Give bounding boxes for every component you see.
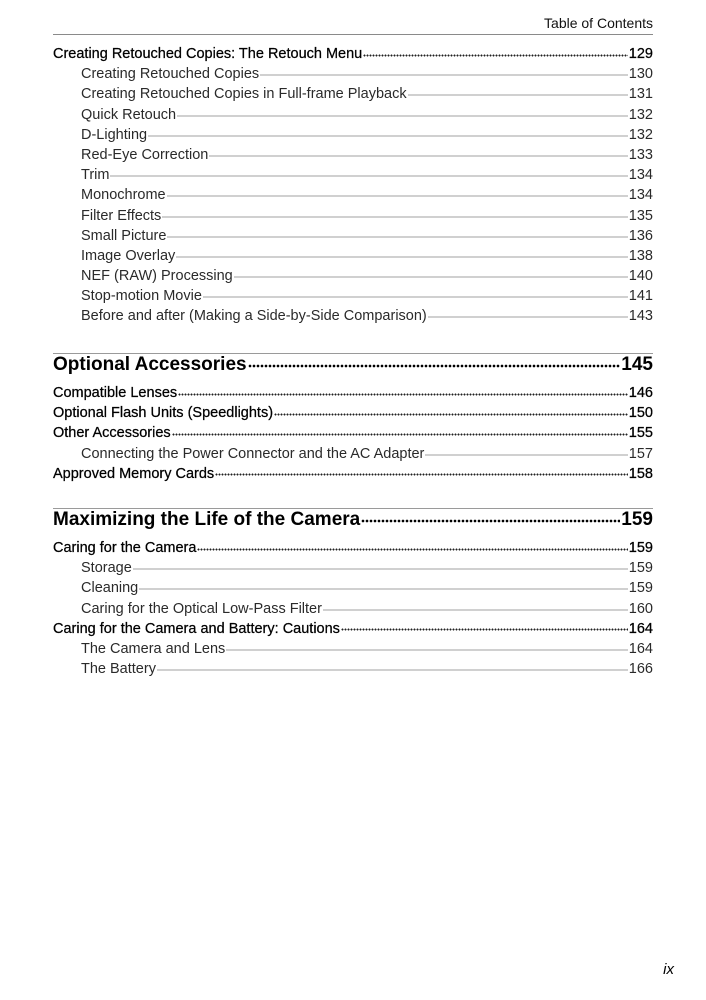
toc-section-entry[interactable] <box>53 405 653 425</box>
toc-subsection-entry[interactable] <box>53 288 653 308</box>
dot-leader <box>428 314 628 320</box>
toc-entry-title: Caring for the Optical Low-Pass Filter <box>81 600 322 617</box>
dot-leader <box>178 391 628 397</box>
dot-leader <box>425 452 627 458</box>
toc-subsection-entry[interactable] <box>53 560 653 580</box>
toc-entry-title: Trim <box>81 167 110 184</box>
toc-entry-title: The Camera and Lens <box>81 640 226 657</box>
toc-entry-page-number: 140 <box>628 268 653 285</box>
dot-leader <box>363 52 628 58</box>
dot-leader <box>167 234 627 240</box>
toc-subsection-entry[interactable] <box>53 641 653 661</box>
toc-entry-title: Storage <box>81 560 132 577</box>
toc-entry-title: Optional Accessories <box>53 354 247 375</box>
toc-entry-page-number: 159 <box>621 509 653 530</box>
toc-entry-page-number: 132 <box>628 126 653 143</box>
dot-leader <box>148 133 628 139</box>
toc-subsection-entry[interactable] <box>53 107 653 127</box>
toc-entry-title: Red-Eye Correction <box>81 146 209 163</box>
toc-entry-title: Quick Retouch <box>81 106 177 123</box>
dot-leader <box>176 254 628 260</box>
toc-entry-title: Small Picture <box>81 227 167 244</box>
dot-leader <box>248 362 621 370</box>
toc-subsection-entry[interactable] <box>53 228 653 248</box>
toc-subsection-entry[interactable] <box>53 167 653 187</box>
toc-subsection-entry[interactable] <box>53 127 653 147</box>
toc-subsection-entry[interactable] <box>53 580 653 600</box>
toc-chapter-entry[interactable] <box>53 354 653 385</box>
toc-section-entry[interactable] <box>53 621 653 641</box>
toc-entry-page-number: 135 <box>628 207 653 224</box>
toc-section-optional-accessories <box>53 353 653 486</box>
toc-entry-title: Approved Memory Cards <box>53 465 215 482</box>
toc-subsection-entry[interactable] <box>53 86 653 106</box>
toc-entry-page-number: 134 <box>628 167 653 184</box>
toc-subsection-entry[interactable] <box>53 601 653 621</box>
dot-leader <box>172 431 628 437</box>
header-title: Table of Contents <box>544 15 653 31</box>
toc-entry-title: Before and after (Making a Side-by-Side Comparison) <box>81 308 427 325</box>
dot-leader <box>209 153 627 159</box>
toc-entry-page-number: 130 <box>628 66 653 83</box>
dot-leader <box>203 294 628 300</box>
toc-entry-page-number: 129 <box>628 46 653 62</box>
toc-section-entry[interactable] <box>53 425 653 445</box>
dot-leader <box>110 173 627 179</box>
toc-entry-page-number: 138 <box>628 247 653 264</box>
toc-entry-title: D-Lighting <box>81 126 148 143</box>
page-number: ix <box>663 961 674 978</box>
toc-entry-title: Maximizing the Life of the Camera <box>53 509 361 530</box>
toc-entry-page-number: 159 <box>628 540 653 556</box>
toc-subsection-entry[interactable] <box>53 446 653 466</box>
dot-leader <box>133 566 628 572</box>
toc-subsection-entry[interactable] <box>53 66 653 86</box>
toc-entry-page-number: 164 <box>628 640 653 657</box>
toc-entry-page-number: 158 <box>628 465 653 482</box>
dot-leader <box>260 72 628 78</box>
toc-entry-title: The Battery <box>81 661 156 678</box>
toc-entry-title: Caring for the Camera and Battery: Cautions <box>53 620 340 637</box>
toc-entry-page-number: 146 <box>628 385 653 401</box>
dot-leader <box>197 546 627 552</box>
dot-leader <box>341 627 628 633</box>
toc-entry-page-number: 157 <box>628 445 653 462</box>
toc-section-entry[interactable] <box>53 466 653 486</box>
toc-entry-page-number: 150 <box>628 405 653 422</box>
toc-entry-title: Connecting the Power Connector and the AC Adapter <box>81 445 425 462</box>
page-header <box>53 14 653 35</box>
toc-entry-page-number: 133 <box>628 146 653 163</box>
dot-leader <box>177 113 628 119</box>
dot-leader <box>274 411 628 417</box>
toc-entry-title: Compatible Lenses <box>53 385 178 401</box>
toc-entry-page-number: 166 <box>628 661 653 678</box>
toc-entry-page-number: 132 <box>628 106 653 123</box>
dot-leader <box>157 667 628 673</box>
toc-entry-page-number: 164 <box>628 620 653 637</box>
dot-leader <box>226 647 628 653</box>
dot-leader <box>323 607 628 613</box>
toc-entry-page-number: 159 <box>628 560 653 577</box>
dot-leader <box>139 586 628 592</box>
dot-leader <box>167 193 628 199</box>
toc-section-entry[interactable] <box>53 385 653 405</box>
toc-section-entry[interactable] <box>53 540 653 560</box>
toc-subsection-entry[interactable] <box>53 147 653 167</box>
toc-entry-title: Creating Retouched Copies: The Retouch Menu <box>53 46 363 62</box>
dot-leader <box>234 274 628 280</box>
toc-subsection-entry[interactable] <box>53 208 653 228</box>
toc-entry-page-number: 143 <box>628 308 653 325</box>
toc-entry-page-number: 134 <box>628 187 653 204</box>
toc-entry-page-number: 155 <box>628 425 653 442</box>
toc-entry-title: Cleaning <box>81 580 139 597</box>
dot-leader <box>361 517 620 525</box>
toc-entry-page-number: 160 <box>628 600 653 617</box>
toc-section-retouch <box>53 46 653 329</box>
toc-section-camera-life <box>53 508 653 681</box>
toc-entry-title: Other Accessories <box>53 425 171 442</box>
toc-entry-title: Monochrome <box>81 187 166 204</box>
toc-subsection-entry[interactable] <box>53 661 653 681</box>
toc-entry-title: Stop-motion Movie <box>81 288 202 305</box>
dot-leader <box>162 214 627 220</box>
toc-entry-title: Image Overlay <box>81 247 176 264</box>
toc-entry-title: Optional Flash Units (Speedlights) <box>53 405 274 422</box>
dot-leader <box>408 92 628 98</box>
toc-subsection-entry[interactable] <box>53 308 653 328</box>
toc-entry-page-number: 145 <box>621 354 653 375</box>
toc-entry-title: Creating Retouched Copies in Full-frame Playback <box>81 86 407 103</box>
toc-entry-page-number: 141 <box>628 288 653 305</box>
toc-subsection-entry[interactable] <box>53 248 653 268</box>
toc-subsection-entry[interactable] <box>53 187 653 207</box>
toc-section-entry[interactable] <box>53 46 653 66</box>
toc-entry-title: Creating Retouched Copies <box>81 66 260 83</box>
toc-entry-page-number: 159 <box>628 580 653 597</box>
toc-entry-title: Filter Effects <box>81 207 162 224</box>
dot-leader <box>215 472 628 478</box>
toc-entry-title: Caring for the Camera <box>53 540 197 556</box>
toc-chapter-entry[interactable] <box>53 509 653 540</box>
toc-subsection-entry[interactable] <box>53 268 653 288</box>
toc-entry-title: NEF (RAW) Processing <box>81 268 233 285</box>
toc-entry-page-number: 131 <box>628 86 653 103</box>
toc-entry-page-number: 136 <box>628 227 653 244</box>
